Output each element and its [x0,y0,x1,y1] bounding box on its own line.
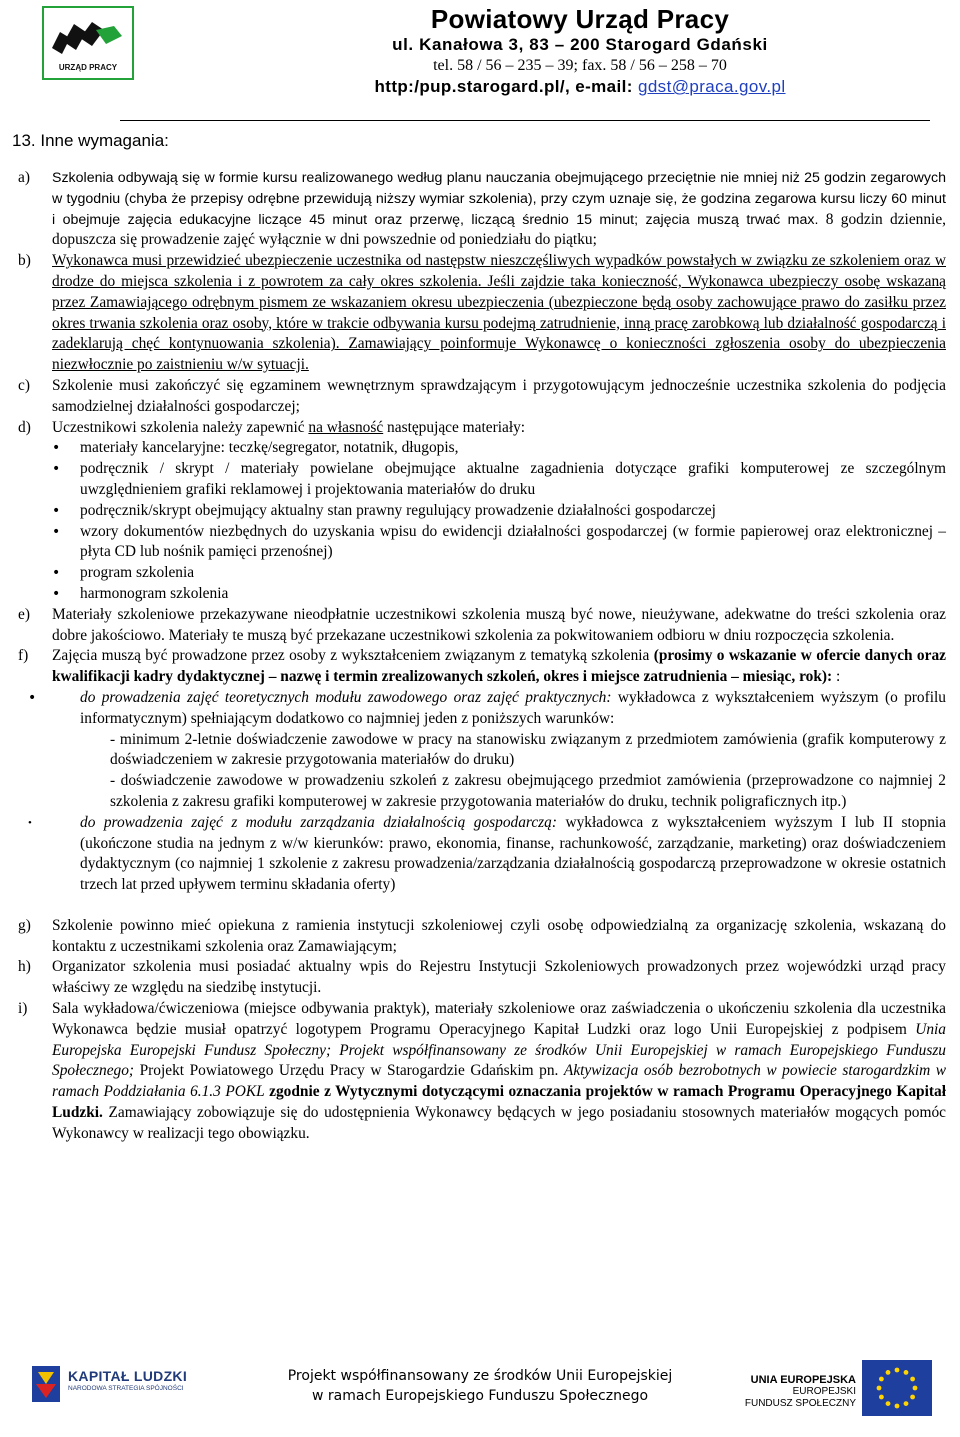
item-g-text: Szkolenie powinno mieć opiekuna z ramienia instytucji szkoleniowej czyli osobę odpowiedzialną za organizację szkolenia, wskazaną do kontaktu z uczestnikami szkolenia oraz Zamawiającym; [52,916,946,955]
item-c-text: Szkolenie musi zakończyć się egzaminem wewnętrznym sprawdzającym i przygotowującym jednocześnie uczestnika szkolenia do podjęcia samodzielnej działalności gospodarczej; [52,376,946,415]
item-i-t2: Unia Europejska Europejski Fundusz Społeczny; Projekt współfinansowany ze środków Unii Europejskiej w ramach Europejskiego Funduszu Społecznego; [52,1020,946,1080]
office-name: Powiatowy Urząd Pracy [430,4,730,34]
item-d-text-post: następujące materiały: [383,418,526,436]
f-bullet1-text: wykładowca z wykształceniem wyższym (o profilu informatycznym) spełniającym dodatkowo co najmniej jeden z poniższych warunków: [80,688,946,727]
requirements-list [18,168,946,1145]
f-bullet2-italic: do prowadzenia zajęć z modułu zarządzania działalnością gospodarczą: [80,813,557,831]
item-label: a) [18,169,30,186]
item-label: h) [18,958,31,976]
list-item [18,688,946,730]
spacer [18,896,946,916]
list-item: • podręcznik / skrypt / materiały powielane obejmujące aktualne zagadnienia dotyczące grafiki komputerowej ze szczególnym uwzględnieniem grafiki reklamowej i projektowania materiałów do druku [18,459,946,501]
email-link[interactable]: gdst@praca.gov.pl [637,77,786,96]
list-item: • harmonogram szkolenia [18,584,946,605]
list-item: • podręcznik/skrypt obejmujący aktualny stan prawny regulujący prowadzenie działalności gospodarczej [18,501,946,522]
list-item [18,813,946,896]
f-bullet2-text: wykładowca z wykształceniem wyższym I lub II stopnia (ukończone studia na jednym z w/w kierunków: prawo, ekonomia, finanse, rachunkowość, zarządzanie, marketing) oraz doświadczeniem dydaktycznym (co najmniej 1 szkolenie z zakresu prowadzenia/zarządzania działalnością gospodarczą przeprowadzone w okresie ostatnich trzech lat przed upływem terminu składania oferty) [80,813,946,894]
f-bullet1-italic: do prowadzenia zajęć teoretycznych modułu zawodowego oraz zajęć praktycznych: [80,688,612,706]
kl-title: KAPITAŁ LUDZKI [68,1368,188,1384]
item-label: d) [18,418,31,436]
item-label: f) [18,647,29,665]
item-a-text: Szkolenia odbywają się w formie kursu realizowanego według planu nauczania obejmującego przeciętnie nie mniej niż 25 godzin zegarowych w tygodniu (chyba że przepisy odrębne przewidują niższy wymiar szkolenia), przy czym uznaje się, że godzina zegarowa kursu liczy 60 minut i obejmuje zajęcia edukacyjne liczące 45 minut oraz przerwę, liczącą średnio 15 minut; zajęcia muszą trwać max. [52,170,946,228]
office-phone: tel. 58 / 56 – 235 – 39; fax. 58 / 56 – 258 – 70 [433,57,727,74]
kl-subtitle: NARODOWA STRATEGIA SPÓJNOŚCI [68,1385,184,1392]
item-h [18,957,946,999]
eu-flag-icon [862,1360,932,1416]
web-prefix: http:/pup.starogard.pl/, e-mail: [374,77,638,96]
item-b [18,251,946,376]
list-item: • wzory dokumentów niezbędnych do uzyskania wpisu do ewidencji działalności gospodarczej (w formie papierowej oraz elektronicznej – płyta CD lub nośnik pamięci przenośnej) [18,522,946,564]
item-g [18,916,946,958]
item-i-t6: Zamawiający zobowiązuje się do udostępnienia Wykonawcy będących w jego posiadaniu stosownych materiałów mogących pomóc Wykonawcy w realizacji tego obowiązku. [52,1104,946,1142]
item-d-text-underlined: na własność [308,418,384,436]
item-label: g) [18,916,31,934]
letterhead-text [200,4,960,98]
item-c [18,376,946,418]
item-a [18,168,946,251]
item-f-text-post: : [832,668,841,686]
eu-stars [862,1360,932,1416]
item-i-t4: Aktywizacja osób bezrobotnych w powiecie starogardzkim w ramach Poddziałania 6.1.3 POKL [52,1062,946,1101]
item-e-text: Materiały szkoleniowe przekazywane nieodpłatnie uczestnikowi szkolenia muszą być nowe, nieużywane, adekwatne do treści szkolenia oraz dobre jakościowo. Materiały te muszą być przekazane uczestnikowi szkolenia za pokwitowaniem odbioru w dniu rozpoczęcia szkolenia. [52,605,946,644]
letterhead [0,0,960,122]
logo-text: URZĄD PRACY [58,63,118,72]
footer [0,1346,960,1437]
list-item: • materiały kancelaryjne: teczkę/segregator, notatnik, długopis, [18,438,946,459]
list-item: • program szkolenia [18,563,946,584]
item-label: b) [18,252,31,270]
item-i-t5: zgodnie z Wytycznymi dotyczącymi oznaczania projektów w ramach Programu Operacyjnego Kapitał Ludzki. [52,1083,946,1122]
ue-caption [740,1374,856,1410]
item-label: c) [18,376,30,394]
list-item: - doświadczenie zawodowe w prowadzeniu szkoleń z zakresu obejmującego przedmiot zamówienia (przeprowadzone co najmniej 2 szkolenia z zakresu grafiki komputerowej w zakresie przygotowania materiałów do druku, technik poligraficznych itp.) [110,772,946,810]
item-f [18,646,946,688]
item-d-text-pre: Uczestnikowi szkolenia należy zapewnić [52,418,309,436]
item-f-text-pre: Zajęcia muszą być prowadzone przez osoby z wykształceniem związanym z tematyką szkolenia [52,647,654,665]
office-web [200,76,960,98]
item-a-text2: 8 godzin dziennie, dopuszcza się prowadzenie zajęć wyłącznie w dni powszednie od poniedziału do piątku; [52,210,946,249]
header-rule [120,120,930,121]
kapital-ludzki-icon [28,1362,64,1406]
urzad-pracy-logo [42,6,134,80]
item-e [18,605,946,647]
item-i-t1: Sala wykładowa/ćwiczeniowa (miejsce odbywania praktyk), materiały szkoleniowe oraz zaświadczenia o ukończeniu szkolenia dla uczestnika Wykonawca będzie musiał opatrzyć logotypem Programu Operacyjnego Kapitał Ludzki oraz logo Unii Europejskiej z podpisem [52,1000,946,1038]
kapital-ludzki-logo [28,1362,188,1408]
ue-line3: FUNDUSZ SPOŁECZNY [744,1398,856,1409]
ue-title: UNIA EUROPEJSKA [750,1374,856,1386]
item-label: i) [18,1000,28,1018]
item-f-text-bold: (prosimy o wskazanie w ofercie danych oraz kwalifikacji kadry dydaktycznej – nazwę i termin zrealizowanych szkoleń, okres i miejsce zatrudnienia – miesiąc, rok): [52,647,946,686]
item-d [18,418,946,439]
footer-line1: Projekt współfinansowany ze środków Unii Europejskiej [287,1368,673,1384]
item-label: e) [18,605,30,623]
footer-caption [240,1366,720,1406]
item-i [18,999,946,1145]
office-address: ul. Kanałowa 3, 83 – 200 Starogard Gdański [392,35,768,54]
footer-line2: w ramach Europejskiego Funduszu Społecznego [311,1388,649,1404]
item-b-text: Wykonawca musi przewidzieć ubezpieczenie uczestnika od następstw nieszczęśliwych wypadków powstałych w związku ze szkoleniem oraz w drodze do miejsca szkolenia i z powrotem za cały okres szkolenia. Jeśli zajdzie taka konieczność, Wykonawca ubezpieczy osobę wskazaną przez Zamawiającego odrębnym pismem ze wskazaniem okresu ubezpieczenia (ubezpieczone będą osoby zachowujące prawo do zasiłku przez okres trwania szkolenia oraz osoby, które w trakcie odbywania kursu podejmą zatrudnienie, inną pracę zarobkową lub działalność gospodarczą i zadeklarują chęć kontynuowania szkolenia). Zamawiający poinformuje Wykonawcę o konieczności zgłoszenia osoby do ubezpieczenia niezwłocznie po zaistnieniu w/w sytuacji. [52,252,946,374]
item-i-t3: Projekt Powiatowego Urzędu Pracy w Starogardzie Gdańskim pn. [134,1062,564,1080]
ue-line2: EUROPEJSKI [792,1386,856,1397]
item-h-text: Organizator szkolenia musi posiadać aktualny wpis do Rejestru Instytucji Szkoleniowych prowadzonych przez wojewódzki urząd pracy właściwy ze względu na siedzibę instytucji. [52,958,946,997]
urzad-pracy-logo-graphic [44,8,132,78]
section-title: 13. Inne wymagania: [12,131,169,150]
list-item: - minimum 2-letnie doświadczenie zawodowe w pracy na stanowisku związanym z przedmiotem zamówienia (grafik komputerowy z doświadczeniem w zakresie przygotowania materiałów do druku) [110,730,946,769]
